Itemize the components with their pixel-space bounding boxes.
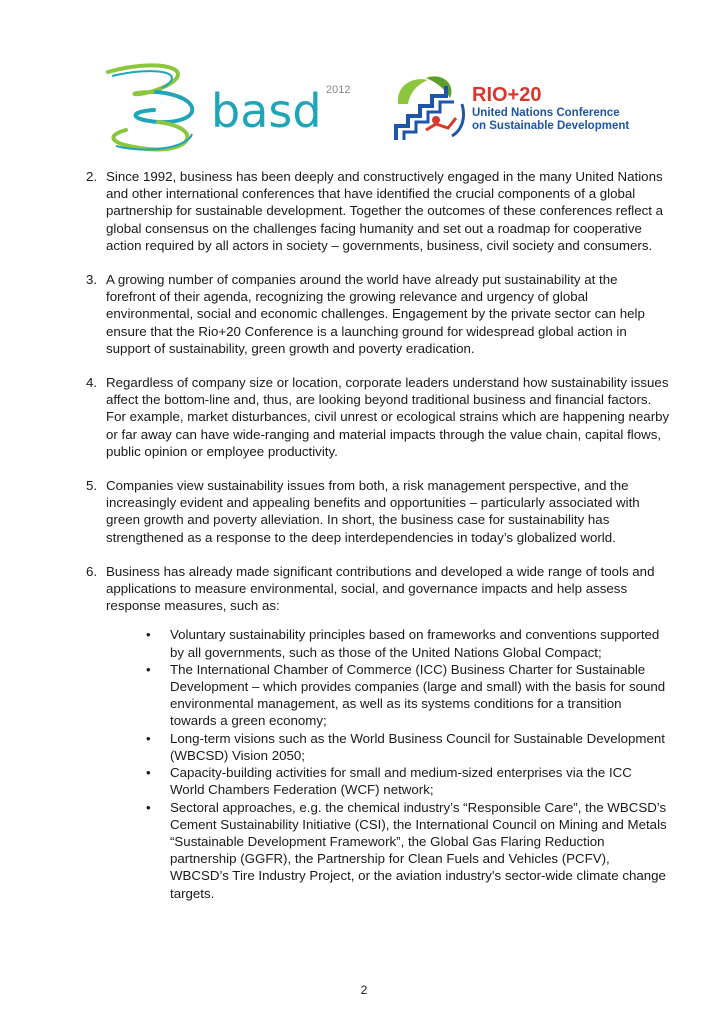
paragraph-number: 5. — [86, 478, 98, 494]
paragraph-text: Companies view sustainability issues from both, a risk management perspective, and the increasingly evident and appealing benefits and opportunities – particularly associated with green growth and poverty alleviation. In short, the business case for sustainability has strengthened as a response to the deep interdependencies in today’s globalized world. — [106, 478, 640, 545]
bullet-glyph: • — [146, 730, 151, 746]
paragraph-text: A growing number of companies around the world have already put sustainability at the forefront of their agenda, recognizing the growing relevance and urgency of global environmental, social and economic challenges. Engagement by the private sector can help ensure that the Rio+20 Conference is a launching ground for widespread global action in support of sustainability, green growth and poverty eradication. — [106, 272, 645, 356]
paragraph-text: Regardless of company size or location, corporate leaders understand how sustainability issues affect the bottom-line and, thus, are looking beyond traditional business and financial factors. For example, market disturbances, civil unrest or ecological strains which are happening nearby or far away can have wide-ranging and material impacts through the value chain, capital flows, public opinion or employee productivity. — [106, 375, 670, 459]
list-item — [146, 799, 670, 902]
bullet-glyph: • — [146, 765, 151, 781]
rio20-logo — [390, 74, 650, 144]
rio20-subtitle — [472, 107, 629, 133]
list-item-text: Capacity-building activities for small and medium-sized enterprises via the ICC World Chambers Federation (WCF) network; — [170, 765, 632, 798]
numbered-paragraph — [86, 477, 670, 546]
basd-logo — [96, 62, 351, 150]
page-number: 2 — [360, 983, 368, 997]
list-item — [146, 626, 670, 660]
bullet-glyph: • — [146, 661, 151, 677]
rio20-emblem-icon — [390, 74, 468, 144]
list-item-text: The International Chamber of Commerce (ICC) Business Charter for Sustainable Development – which provides companies (large and small) with the basis for sound environmental management, as well as its systems conditions for a transition towards a green economy; — [170, 661, 666, 729]
bullet-glyph: • — [146, 627, 151, 643]
list-item — [146, 661, 670, 730]
paragraph-number: 6. — [86, 563, 98, 579]
bullet-glyph: • — [146, 799, 151, 815]
numbered-paragraph — [86, 168, 670, 254]
numbered-paragraph — [86, 563, 670, 902]
rio20-subtitle-line1: United Nations Conference — [472, 107, 620, 119]
list-item-text: Voluntary sustainability principles based on frameworks and conventions supported by all governments, such as those of the United Nations Global Compact; — [170, 627, 660, 660]
numbered-paragraph — [86, 271, 670, 357]
basd-year: 2012 — [326, 84, 351, 96]
rio20-title: RIO+20 — [472, 84, 542, 106]
rio20-subtitle-line2: on Sustainable Development — [472, 120, 630, 132]
basd-wordmark: basd — [211, 84, 322, 138]
header-logos — [90, 58, 650, 148]
list-item — [146, 730, 670, 764]
paragraph-text: Business has already made significant contributions and developed a wide range of tools and applications to measure environmental, social, and governance impacts and help assess response measures, such as: — [106, 563, 655, 614]
list-item — [146, 764, 670, 798]
bullet-list — [146, 626, 670, 901]
paragraph-number: 3. — [86, 272, 98, 288]
basd-swoosh-icon — [96, 62, 216, 152]
list-item-text: Sectoral approaches, e.g. the chemical industry’s “Responsible Care”, the WBCSD’s Cement Sustainability Initiative (CSI), the International Council on Mining and Metals “Sustainable Development Framework”, the Global Gas Flaring Reduction partnership (GGFR), the Partnership for Clean Fuels and Vehicles (PCFV), WBCSD’s Tire Industry Project, or the aviation industry's sector-wide climate change targets. — [170, 799, 667, 901]
paragraph-text: Since 1992, business has been deeply and constructively engaged in the many United Nations and other international conferences that have identified the crucial components of a global partnership for sustainable development. Together the outcomes of these conferences reflect a global consensus on the challenges facing humanity and set out a roadmap for cooperative action required by all actors in society – governments, business, civil society and consumers. — [106, 169, 664, 253]
paragraph-number: 2. — [86, 169, 98, 184]
numbered-paragraph — [86, 374, 670, 460]
paragraph-number: 4. — [86, 375, 98, 391]
document-body — [86, 168, 670, 902]
list-item-text: Long-term visions such as the World Business Council for Sustainable Development (WBCSD) Vision 2050; — [170, 730, 665, 763]
